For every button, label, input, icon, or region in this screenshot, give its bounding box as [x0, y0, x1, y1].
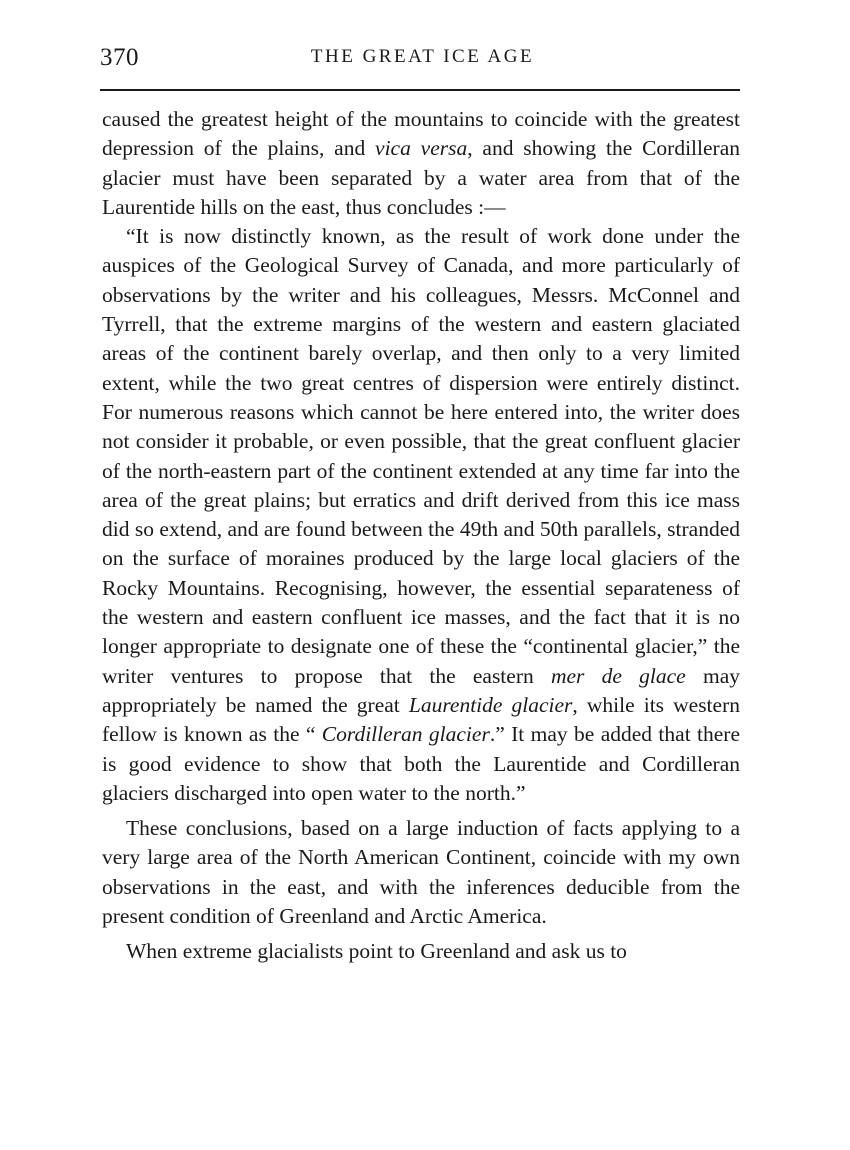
header-rule [100, 89, 740, 91]
running-head: THE GREAT ICE AGE [310, 46, 535, 67]
paragraph [102, 105, 740, 222]
italic-run: mer de glace [550, 663, 686, 688]
text-run: , and showing the Cordilleran glacier must have been separated by a water area from that of the Laurentide hills on the east, thus concludes :— [102, 136, 740, 219]
text-run: , while its western fellow is known as the “ [102, 692, 740, 747]
italic-run: Laurentide glacier [408, 692, 573, 717]
body-text [102, 105, 740, 967]
text-run: These conclusions, based on a large induction of facts applying to a very large area of the North American Continent, coincide with my own observations in the east, and with the inferences deducible from the present condition of Greenland and Arctic America. [102, 816, 740, 929]
page-number: 370 [100, 44, 139, 71]
italic-run: vica versa [375, 136, 468, 161]
paragraph [102, 814, 740, 931]
text-run: When extreme glacialists point to Greenland and ask us to [126, 939, 627, 964]
text-run: .” It may be added that there is good evidence to show that both the Laurentide and Cordilleran glaciers discharged into open water to the north.” [102, 722, 741, 805]
paragraph [102, 937, 740, 966]
text-run: caused the greatest height of the mountains to coincide with the greatest depression of the plains, and [102, 107, 740, 161]
paragraph [102, 222, 740, 808]
text-run: “It is now distinctly known, as the result of work done under the auspices of the Geological Survey of Canada, and more particularly of observations by the writer and his colleagues, Messrs. McConnel and Tyrrell, that the extreme margins of the western and eastern glaciated areas of the continent barely overlap, and then only to a very limited extent, while the two great centres of dispersion were entirely distinct. For numerous reasons which cannot be here entered into, the writer does not consider it probable, or even possible, that the great confluent glacier of the north-eastern part of the continent extended at any time far into the area of the great plains; but erratics and drift derived from this ice mass did so extend, and are found between the 49th and 50th parallels, stranded on the surface of moraines produced by the large local glaciers of the Rocky Mountains. Recognising, however, the essential separateness of the western and eastern confluent ice masses, and the fact that it is no longer appropriate to designate one of these the “continental glacier,” the writer ventures to propose that the eastern [102, 224, 740, 688]
page-header [100, 40, 745, 76]
italic-run: Cordilleran glacier [321, 722, 490, 747]
text-run: may appropriately be named the great [102, 663, 740, 717]
